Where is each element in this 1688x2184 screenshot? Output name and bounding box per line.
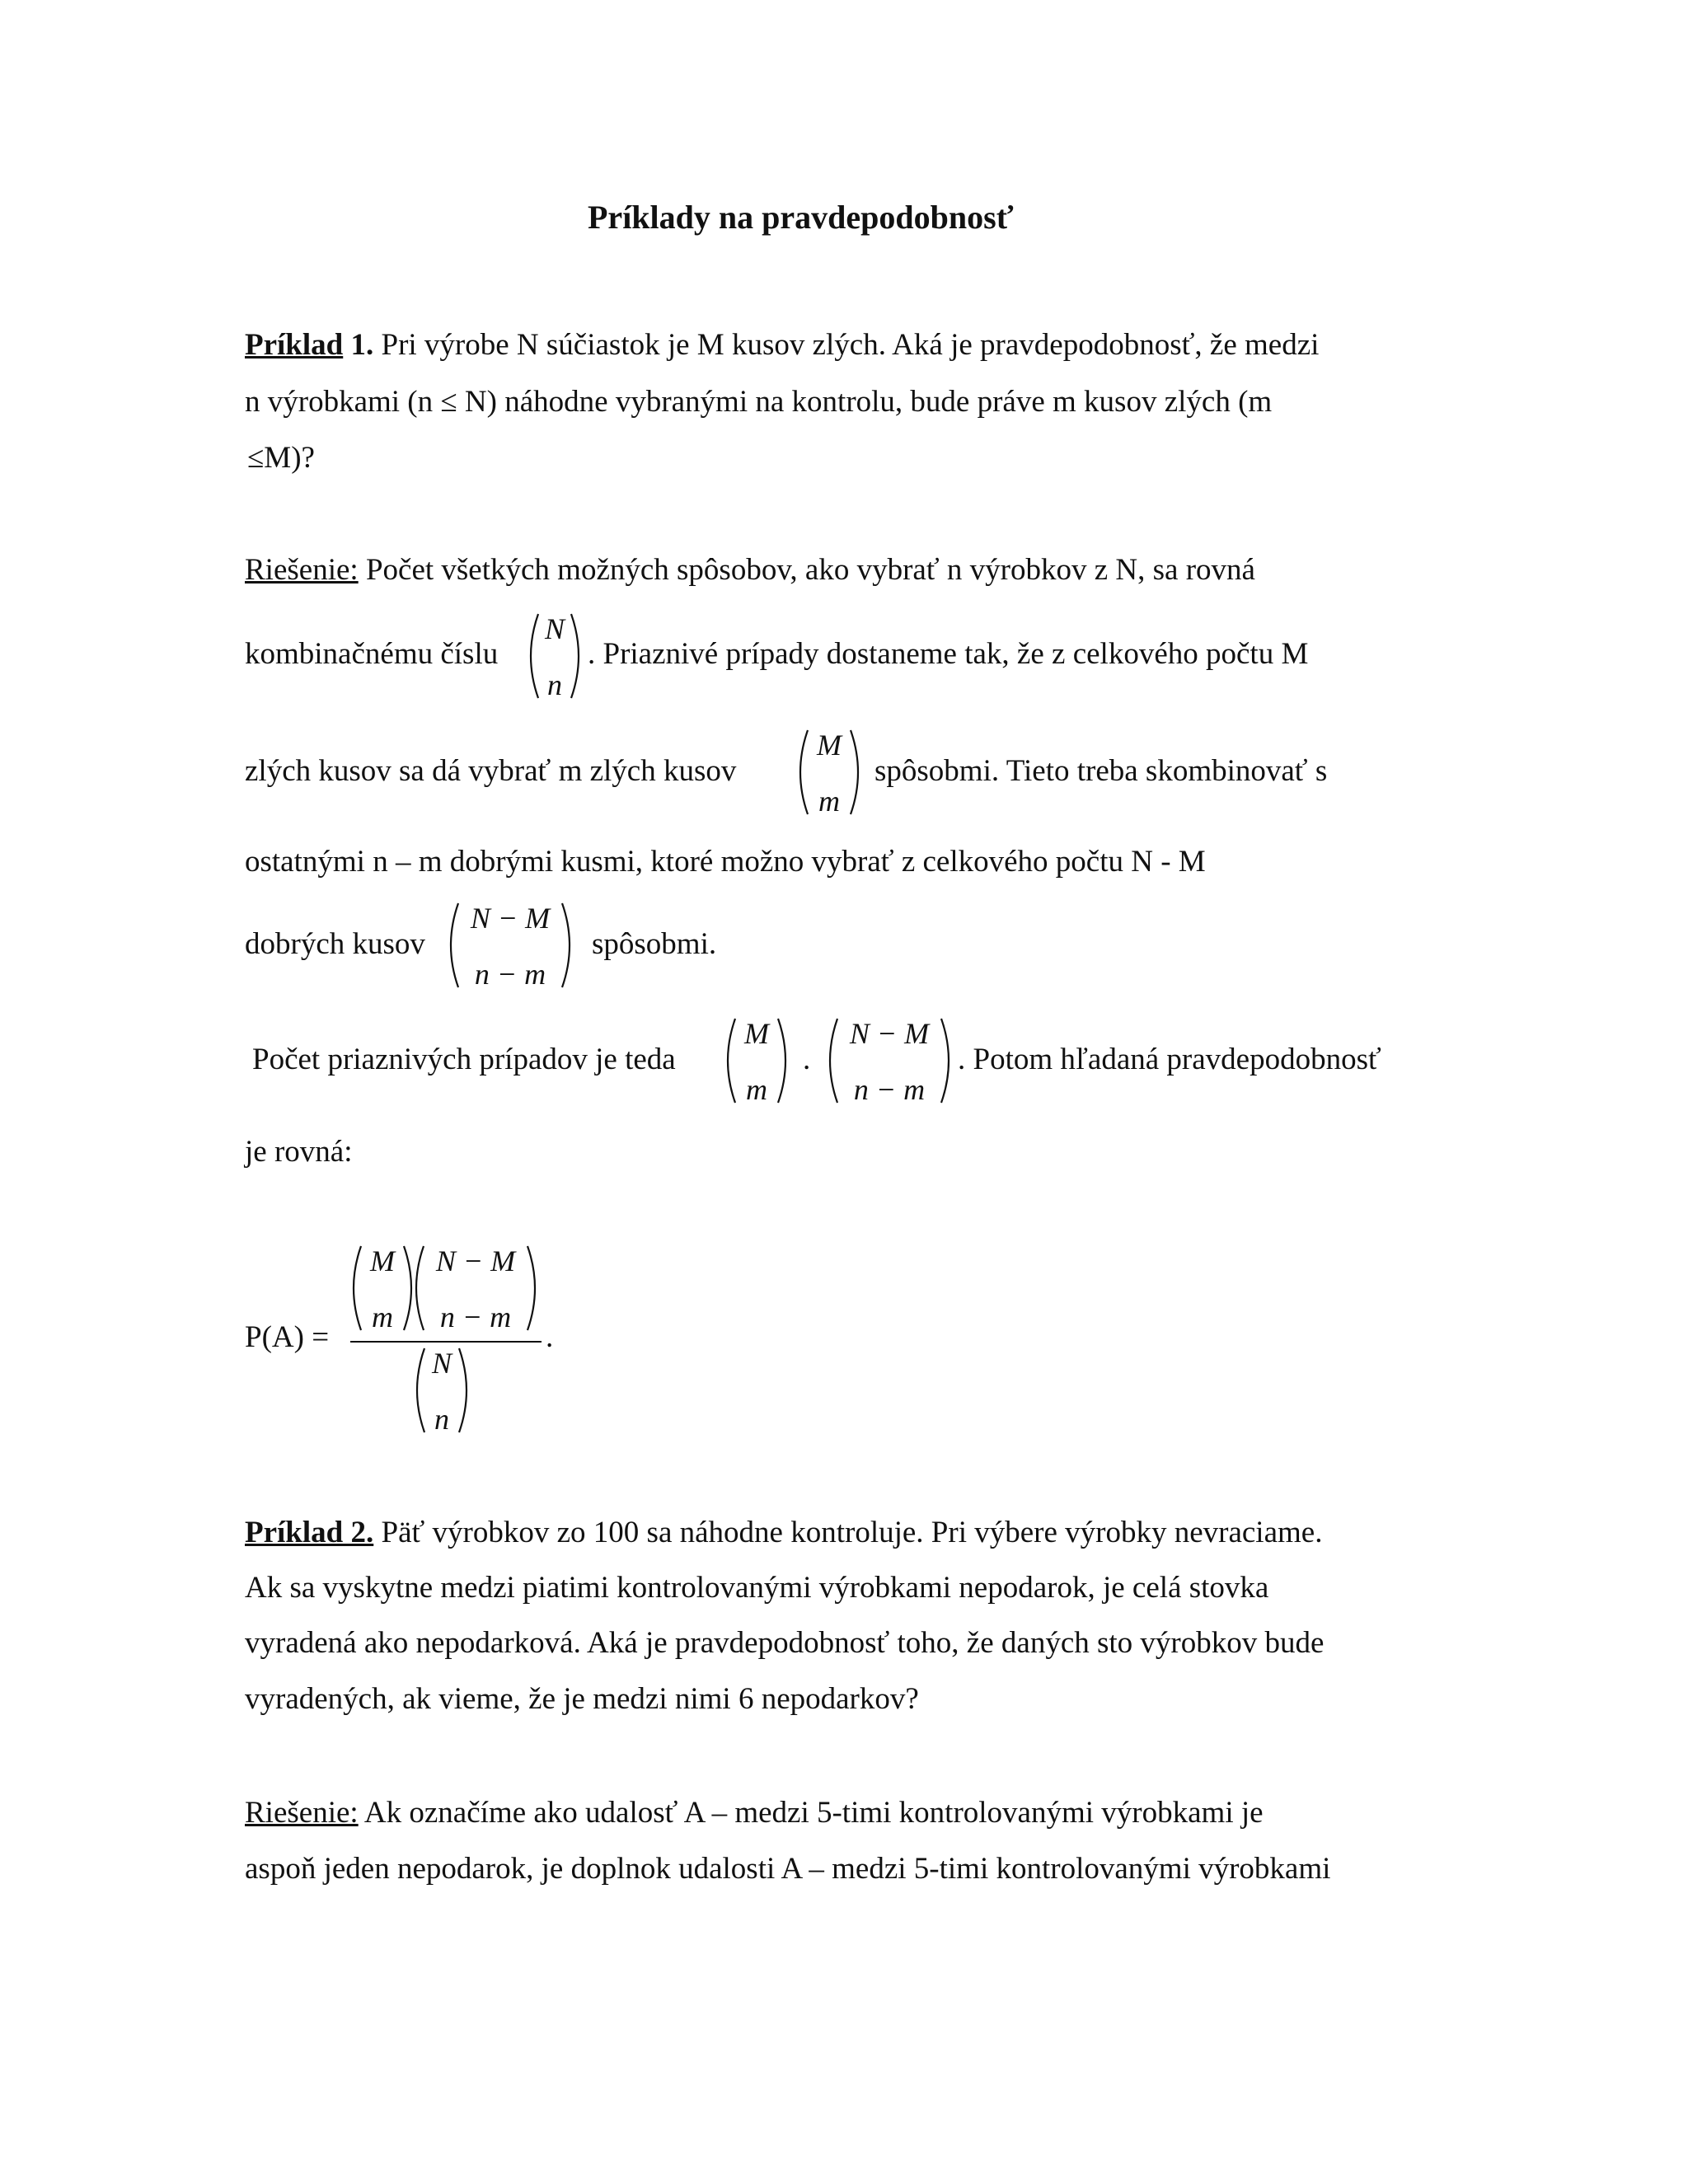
solution-1-line-6a: Počet priaznivých prípadov je teda [252,1043,676,1076]
binom-N-n-top: N [544,612,565,645]
example-1-line-2: n výrobkami (n ≤ N) náhodne vybranými na kontrolu, bude práve m kusov zlých (m [245,385,1273,419]
binom-NM-nm-1 [445,900,575,991]
formula-binom-N-n [411,1345,472,1436]
example-2-line-2: Ak sa vyskytne medzi piatimi kontrolovanými výrobkami nepodarok, je celá stovka [245,1571,1269,1605]
example-1-text-1: Pri výrobe N súčiastok je M kusov zlých. Aká je pravdepodobnosť, že medzi [373,328,1320,362]
example-1-line-3: ≤M)? [247,441,315,475]
binom-M-m-bottom: m [818,785,840,818]
binom-NM-nm-2-top: N − M [849,1017,930,1050]
binom-M-m-2-top: M [744,1017,769,1050]
binom-NM-nm-2-bottom: n − m [853,1073,926,1106]
solution-1-line-3b: spôsobmi. Tieto treba skombinovať s [874,754,1328,788]
formula-binom-NM-nm-top: N − M [435,1244,516,1277]
formula-binom-NM-nm-bottom: n − m [439,1301,512,1333]
solution-1-text-1: Počet všetkých možných spôsobov, ako vybrať n výrobkov z N, sa rovná [358,553,1255,587]
example-1-line-1 [245,327,1319,363]
formula-binom-M-m [348,1243,417,1333]
binom-N-n [525,611,584,701]
binom-NM-nm-2 [824,1015,954,1106]
fraction-line [350,1341,542,1343]
binom-M-m-top: M [817,729,842,762]
binom-M-m-2 [722,1015,791,1106]
solution-1-label: Riešenie: [245,553,359,587]
example-2-line-3: vyradená ako nepodarková. Aká je pravdepodobnosť toho, že daných sto výrobkov bude [245,1626,1325,1660]
solution-1-line-3a: zlých kusov sa dá vybrať m zlých kusov [245,754,737,788]
solution-1-line-1 [245,552,1255,588]
binom-NM-nm-1-top: N − M [470,902,551,935]
solution-1-line-6b: . Potom hľadaná pravdepodobnosť [958,1043,1381,1076]
solution-2-line-2: aspoň jeden nepodarok, je doplnok udalosti A – medzi 5-timi kontrolovanými výrobkami [245,1852,1331,1886]
formula-binom-NM-nm [410,1243,541,1333]
binom-NM-nm-1-bottom: n − m [474,958,546,991]
example-2-label: Príklad 2. [245,1516,374,1549]
formula-end-period: . [546,1320,554,1354]
solution-1-line-5b: spôsobmi. [592,927,717,961]
solution-2-text-1: Ak označíme ako udalosť A – medzi 5-timi kontrolovanými výrobkami je [358,1796,1264,1830]
page-title: Príklady na pravdepodobnosť [588,199,1014,236]
example-2-line-4: vyradených, ak vieme, že je medzi nimi 6 nepodarkov? [245,1682,919,1716]
multiplication-dot: . [803,1043,811,1076]
formula-binom-N-n-bottom: n [434,1403,449,1436]
solution-1-line-5a: dobrých kusov [245,927,425,961]
solution-2-line-1 [245,1795,1264,1830]
example-1-label: Príklad [245,328,344,362]
solution-2-label: Riešenie: [245,1796,359,1830]
solution-1-line-4: ostatnými n – m dobrými kusmi, ktoré možno vybrať z celkového počtu N - M [245,845,1206,879]
solution-1-line-2b: . Priaznivé prípady dostaneme tak, že z celkového počtu M [588,637,1309,671]
solution-1-line-2a: kombinačnému číslu [245,637,499,671]
example-2-line-1 [245,1515,1322,1550]
formula-lhs: P(A) = [245,1320,330,1354]
solution-1-line-7: je rovná: [245,1135,353,1169]
example-1-number: 1. [343,328,374,362]
formula-binom-M-m-bottom: m [372,1301,393,1333]
binom-M-m-2-bottom: m [746,1073,767,1106]
example-2-text-1: Päť výrobkov zo 100 sa náhodne kontroluje. Pri výbere výrobky nevraciame. [373,1516,1323,1549]
binom-N-n-bottom: n [547,668,562,701]
formula-binom-M-m-top: M [370,1244,395,1277]
formula-binom-N-n-top: N [431,1347,452,1380]
binom-M-m [795,727,864,818]
